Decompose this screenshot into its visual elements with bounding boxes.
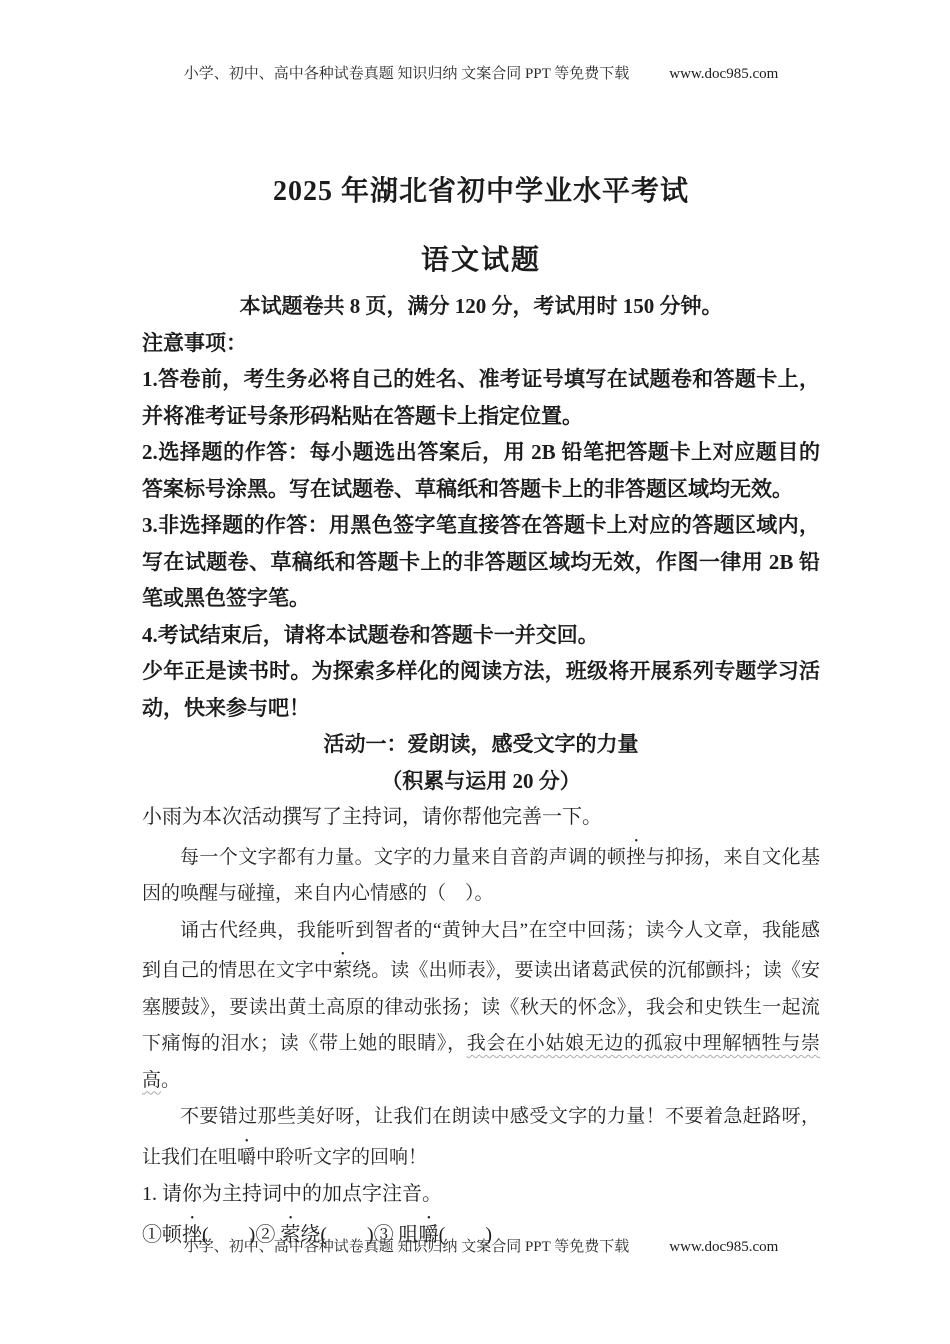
activity-heading: 活动一：爱朗读，感受文字的力量 [323,732,639,756]
q1-item1-blank: ( )② [202,1223,281,1246]
speech-p1-text-a: 每一个文字都有力量。文字的力量来自音韵声调的顿 [180,846,627,868]
emphasized-char-cuo: 挫 [626,846,646,868]
notice-intro: 少年正是读书时。为探索多样化的阅读方法，班级将开展系列专题学习活动，快来参与吧！ [142,659,820,720]
notice-item-2: 2.选择题的作答：每小题选出答案后，用 2B 铅笔把答题卡上对应题目的答案标号涂黑。写在试题卷、草稿纸和答题卡上的非答题区域均无效。 [142,440,820,501]
activity-score-line: （积累与运用 20 分） [381,768,581,793]
emphasized-char-jue: 嚼 [237,1146,257,1168]
emphasized-char-ying: 萦 [333,960,353,981]
speech-paragraph-2 [142,913,820,1100]
speech-p2-text-b: 绕。读《出师表》，要读出诸葛武侯的沉郁颤抖；读《安塞腰鼓》，要读出黄土高原的律动张扬；读《秋天的怀念》，我会和史铁生一起流下痛悔的泪水；读《带上她的眼睛》， [142,960,820,1054]
q1-item2-blank: 绕( )③ 咀 [300,1223,419,1246]
q1-item1-emph-char: 挫 [182,1223,202,1246]
host-note: 小雨为本次活动撰写了主持词，请你帮他完善一下。 [142,806,602,828]
speech-p2-text-c: 。 [161,1069,181,1091]
q1-item3-blank: ( ) [438,1223,492,1246]
q1-item3-emph-char: 嚼 [418,1223,439,1246]
question-1-stem: 1. 请你为主持词中的加点字注音。 [142,1183,442,1205]
notice-item-1: 1.答卷前，考生务必将自己的姓名、准考证号填写在试题卷和答题卡上，并将准考证号条形码粘贴在答题卡上指定位置。 [142,367,820,428]
site-footer [142,1236,820,1258]
notice-heading: 注意事项： [142,330,247,355]
speech-paragraph-1 [142,836,820,913]
speech-p3-text-b: 中聆听文字的回响！ [256,1146,428,1168]
doc-subtitle: 语文试题 [420,245,541,276]
site-header-url[interactable]: www.doc985.com [669,66,779,82]
site-footer-text: 小学、初中、高中各种试卷真题 知识归纳 文案合同 PPT 等免费下载 [183,1239,630,1255]
q1-item2-emph-char: 萦 [280,1223,301,1246]
doc-title: 2025 年湖北省初中学业水平考试 [272,176,689,207]
speech-paragraph-3 [142,1099,820,1176]
speech-p2-text-a: 诵古代经典，我能听到智者的“黄钟大吕”在空中回荡；读今人文章，我能感到自己的情思在文字中 [142,919,820,981]
q1-item1-prefix: ①顿 [142,1223,182,1246]
doc-body [142,288,820,1253]
notice-item-4: 4.考试结束后，请将本试题卷和答题卡一并交回。 [142,622,599,647]
notice-item-3: 3.非选择题的作答：用黑色签字笔直接答在答题卡上对应的答题区域内，写在试题卷、草稿纸和答题卡上的非答题区域均无效，作图一律用 2B 铅笔或黑色签字笔。 [142,513,820,610]
exam-info: 本试题卷共 8 页，满分 120 分，考试用时 150 分钟。 [239,294,723,318]
site-header-text: 小学、初中、高中各种试卷真题 知识归纳 文案合同 PPT 等免费下载 [183,66,630,82]
speech-p3-text-a: 不要错过那些美好呀，让我们在朗读中感受文字的力量！不要着急赶路呀，让我们在咀 [142,1106,820,1168]
site-header [142,63,820,85]
wavy-underlined-text: 我会在小姑娘无边的孤寂中理解牺牲与崇高 [142,1033,820,1091]
speech-p1-text-b: 与抑扬，来自文化基因的唤醒与碰撞，来自内心情感的（ ）。 [142,846,820,904]
site-footer-url[interactable]: www.doc985.com [669,1239,779,1255]
